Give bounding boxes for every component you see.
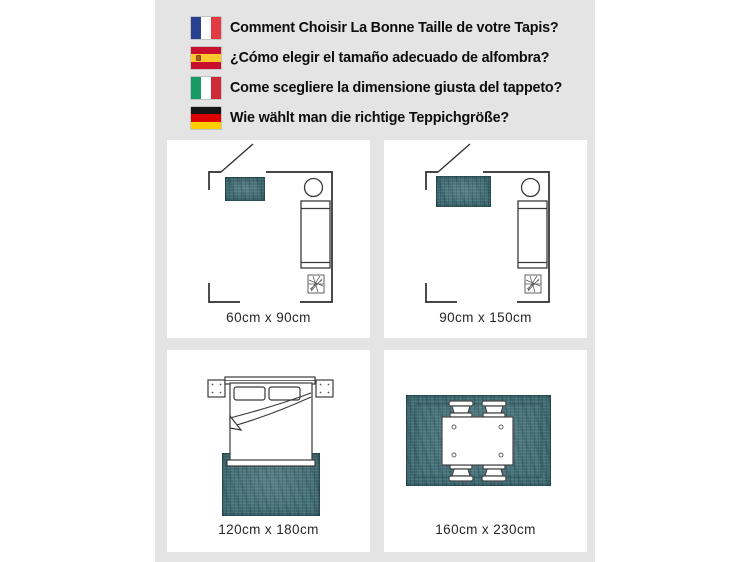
- italy-flag-icon: [191, 77, 221, 99]
- bed-icon: [225, 377, 315, 466]
- heading-text-italian: Come scegliere la dimensione giusta del tappeto?: [230, 80, 563, 96]
- size-label: 120cm x 180cm: [218, 522, 319, 537]
- nightstand-right-icon: [316, 380, 333, 397]
- size-label: 90cm x 150cm: [439, 310, 532, 325]
- size-label: 60cm x 90cm: [226, 310, 311, 325]
- door-swing-icon: [221, 144, 253, 172]
- spain-emblem-icon: [196, 55, 201, 61]
- chair-top-left-icon: [449, 401, 473, 417]
- infographic-column: [155, 0, 595, 562]
- dining-table-icon: [442, 417, 513, 465]
- side-table-icon: [305, 179, 323, 197]
- heading-text-spanish: ¿Cómo elegir el tamaño adecuado de alfombra?: [230, 50, 550, 66]
- side-table-icon: [522, 179, 540, 197]
- language-heading-list: [191, 13, 572, 133]
- germany-flag-icon: [191, 107, 221, 129]
- panel-dining-rug: [384, 350, 587, 552]
- bench-icon: [301, 201, 330, 268]
- door-swing-icon: [438, 144, 470, 172]
- panel-doormat-medium: [384, 140, 587, 338]
- plant-icon: [525, 275, 541, 293]
- spain-flag-icon: [191, 47, 221, 69]
- chair-bottom-left-icon: [449, 465, 473, 481]
- france-flag-icon: [191, 17, 221, 39]
- nightstand-left-icon: [208, 380, 225, 397]
- heading-row-german: [191, 103, 572, 133]
- room-plan-drawing: [167, 140, 370, 338]
- heading-row-italian: [191, 73, 572, 103]
- panel-doormat-small: [167, 140, 370, 338]
- size-label: 160cm x 230cm: [435, 522, 536, 537]
- heading-text-german: Wie wählt man die richtige Teppichgröße?: [230, 110, 509, 126]
- room-plan-drawing: [384, 140, 587, 338]
- heading-text-french: Comment Choisir La Bonne Taille de votre Tapis?: [230, 20, 559, 36]
- bench-icon: [518, 201, 547, 268]
- chair-bottom-right-icon: [482, 465, 506, 481]
- heading-row-spanish: [191, 43, 572, 73]
- chair-top-right-icon: [482, 401, 506, 417]
- heading-row-french: [191, 13, 572, 43]
- panel-bedroom-rug: [167, 350, 370, 552]
- plant-icon: [308, 275, 324, 293]
